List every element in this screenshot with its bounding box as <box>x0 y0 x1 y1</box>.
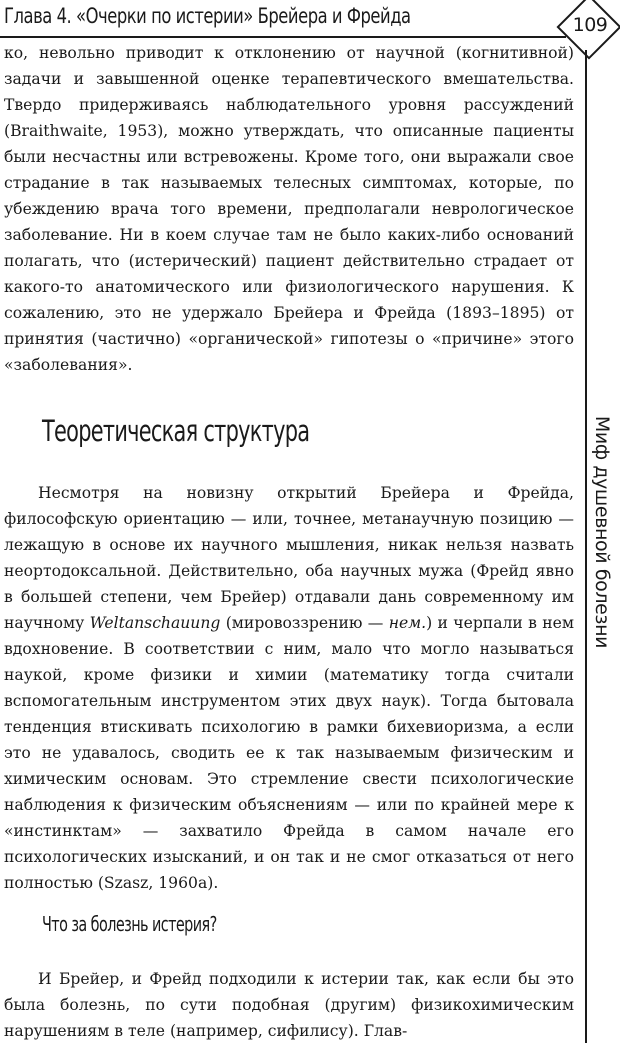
paragraph-2-term: Weltanschauung <box>89 614 221 632</box>
paragraph-2-note: нем. <box>388 614 427 632</box>
paragraph-2-part-b: (мировоззрению — <box>220 614 389 632</box>
side-rule <box>585 50 587 1043</box>
running-head: Глава 4. «Очерки по истерии» Брейера и Фрейда <box>4 4 411 28</box>
paragraph-2-part-c: ) и черпали в нем вдохновение. В соответствии с ним, мало что могло называться наукой, кроме физики и химии (математику тогда считали вспомогательным инструментом этих двух наук). Тогда бытовала тенденция втискивать психологию в рамки бихевиоризма, а если это не удавалось, сводить ее к так называемым физическим и химическим основам. Это стремление свести психологические наблюдения к физическим объяснениям — или по крайней мере к «инстинктам» — захватило Фрейда в самом начале его психологических изысканий, и он так и не смог отказаться от него полностью (Szasz, 1960a). <box>4 614 575 892</box>
section-heading: Теоретическая структура <box>42 414 310 448</box>
side-book-title-text: Миф душевной болезни <box>591 415 613 649</box>
header-rule <box>0 36 566 38</box>
paragraph-3: И Брейер, и Фрейд подходили к истерии так, как если бы это была болезнь, по сути подобная (другим) физикохимическим нарушениям в теле (например, сифилису). Глав- <box>4 970 574 1040</box>
page-number: 109 <box>572 14 608 36</box>
subsection-heading: Что за болезнь истерия? <box>42 912 217 936</box>
paragraph-1: ко, невольно приводит к отклонению от научной (когнитивной) задачи и завышенной оценке терапевтического вмешательства. Твердо придерживаясь наблюдательного уровня рассуждений (Braithwaite, 1953), можно утверждать, что описанные пациенты были несчастны или встревожены. Кроме того, они выражали свое страдание в так называемых телесных симптомах, которые, по убеждению врача того времени, предполагали неврологическое заболевание. Ни в коем случае там не было каких-либо оснований полагать, что (истерический) пациент действительно страдает от какого-то анатомического или физиологического нарушения. К сожалению, это не удержало Брейера и Фрейда (1893–1895) от принятия (частично) «органической» гипотезы о «причине» этого «заболевания». <box>4 44 574 374</box>
paragraph-2-part-a: Несмотря на новизну открытий Брейера и Фрейда, философскую ориентацию — или, точнее, метанаучную позицию — лежащую в основе их научного мышления, никак нельзя назвать неортодоксальной. Действительно, оба научных мужа (Фрейд явно в большей степени, чем Брейер) отдавали дань современному им научному <box>4 484 574 632</box>
paragraph-2 <box>4 480 574 896</box>
